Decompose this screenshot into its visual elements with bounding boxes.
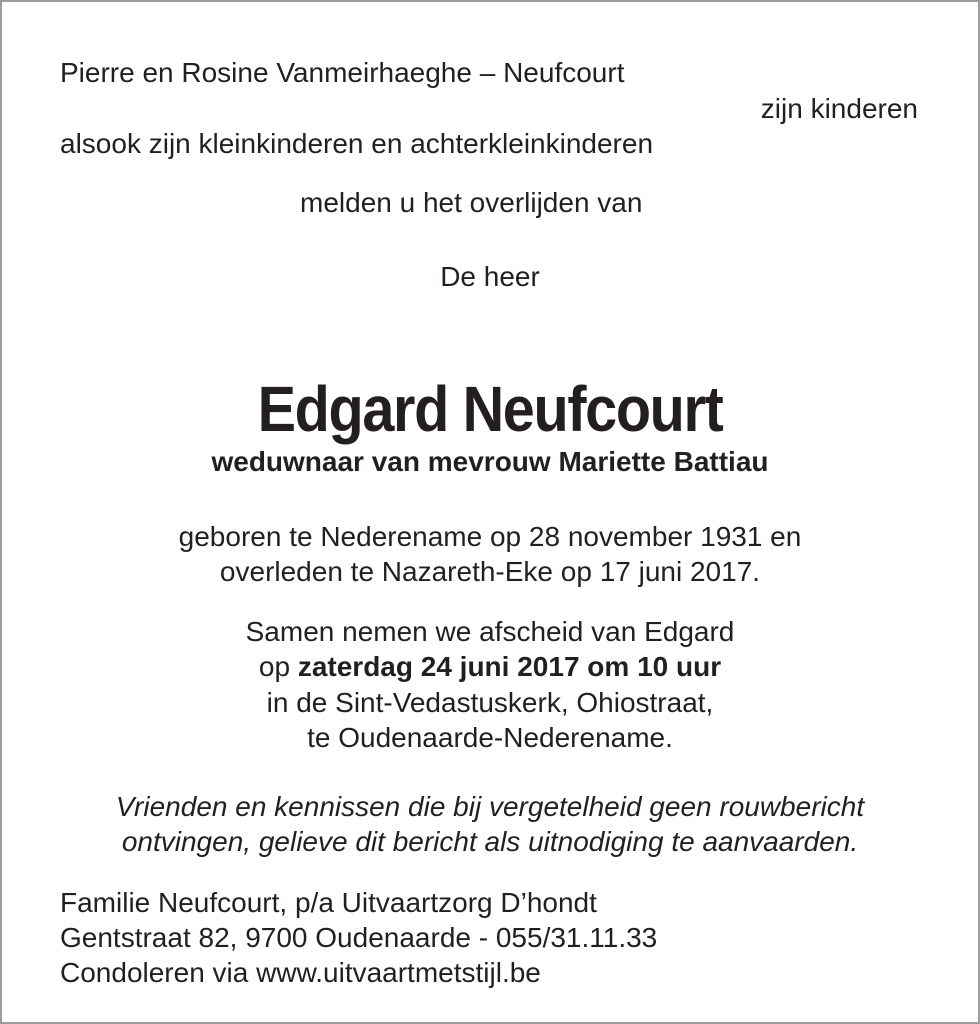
ceremony-prefix: op <box>258 651 291 682</box>
family-line: Pierre en Rosine Vanmeirhaeghe – Neufcourt <box>60 57 625 88</box>
invitation-note-line-1: Vrienden en kennissen die bij vergetelheid geen rouwbericht <box>115 791 865 822</box>
grandchildren-line: alsook zijn kleinkinderen en achterkleinkinderen <box>60 128 654 159</box>
relation-children: zijn kinderen <box>760 93 918 124</box>
died-line: overleden te Nazareth-Eke op 17 juni 2017. <box>219 556 761 587</box>
ceremony-line-4: te Oudenaarde-Nederename. <box>307 722 673 753</box>
born-line: geboren te Nederename op 28 november 1931 en <box>178 521 802 552</box>
title-prefix: De heer <box>440 261 540 292</box>
ceremony-line-2 <box>2 650 978 684</box>
ceremony-line-1: Samen nemen we afscheid van Edgard <box>245 616 735 647</box>
deceased-name: Edgard Neufcourt <box>257 372 723 445</box>
contact-line-2: Gentstraat 82, 9700 Oudenaarde - 055/31.11.33 <box>60 922 658 953</box>
invitation-note-line-2: ontvingen, gelieve dit bericht als uitnodiging te aanvaarden. <box>121 826 859 857</box>
ceremony-date: zaterdag 24 juni 2017 om 10 uur <box>297 651 722 682</box>
announce-line: melden u het overlijden van <box>300 187 643 218</box>
contact-line-3: Condoleren via www.uitvaartmetstijl.be <box>60 957 541 988</box>
ceremony-line-3: in de Sint-Vedastuskerk, Ohiostraat, <box>266 687 714 718</box>
widower-line: weduwnaar van mevrouw Mariette Battiau <box>211 446 769 477</box>
contact-line-1: Familie Neufcourt, p/a Uitvaartzorg D’hondt <box>60 887 597 918</box>
